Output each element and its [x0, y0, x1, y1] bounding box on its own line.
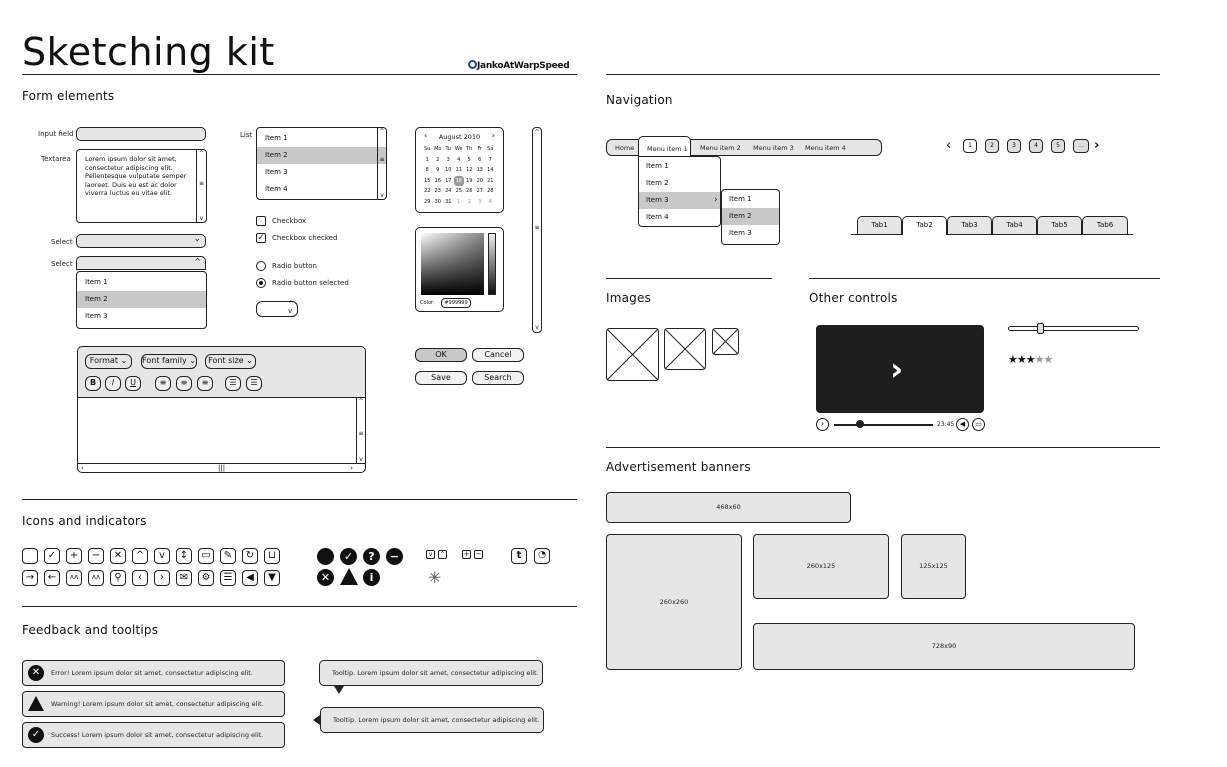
divider	[606, 278, 772, 279]
pagination-prev-icon[interactable]: ‹	[946, 138, 952, 153]
submenu-option[interactable]: Item 3	[729, 229, 752, 237]
video-player[interactable]	[816, 325, 984, 413]
calendar	[415, 127, 504, 213]
align-left-icon[interactable]: ≡	[155, 376, 171, 391]
color-hue-slider[interactable]	[488, 233, 496, 295]
menu-home[interactable]: Home	[615, 144, 635, 152]
star-filled-icon[interactable]: ★	[1016, 353, 1026, 366]
plus-small-icon: +	[463, 550, 470, 558]
expand-small-icon: ^	[439, 551, 446, 558]
tab-2[interactable]: Tab2	[902, 216, 947, 235]
menu-item-4[interactable]: Menu item 4	[805, 144, 846, 152]
menu-item-3[interactable]: Menu item 3	[753, 144, 794, 152]
ok-button[interactable]: OK	[415, 348, 467, 362]
section-heading-other-controls: Other controls	[809, 291, 898, 305]
section-heading-form: Form elements	[22, 89, 115, 103]
select-open[interactable]	[76, 256, 206, 270]
image-placeholder-small	[712, 328, 739, 355]
select-label: Select	[51, 238, 73, 246]
checkbox-checked[interactable]: ✓	[257, 233, 265, 243]
star-filled-icon[interactable]: ★	[1025, 353, 1035, 366]
rss-icon: ◔	[534, 548, 550, 564]
tab-6[interactable]: Tab6	[1082, 216, 1128, 234]
ad-banner-125x125: 125x125	[901, 534, 966, 599]
font-size-select[interactable]: Font size ⌄	[205, 354, 256, 369]
list-icon: ☰	[220, 570, 236, 586]
close-icon: ✕	[110, 548, 126, 564]
calendar-month: August 2010	[438, 133, 481, 141]
checkbox-label: Checkbox	[272, 217, 307, 225]
spinner-icon: ✳	[428, 568, 442, 587]
chevron-up-icon: ^	[194, 257, 201, 266]
signature-icon: ʌʌ	[66, 570, 82, 586]
folder-icon: ▭	[198, 548, 214, 564]
menu-item-2[interactable]: Menu item 2	[700, 144, 741, 152]
radio-selected-label: Radio button selected	[272, 279, 349, 287]
page-more[interactable]: ...	[1073, 139, 1089, 153]
ad-banner-468x60: 468x60	[606, 492, 851, 523]
select-dropdown	[76, 271, 207, 329]
list-label: List	[240, 131, 253, 139]
close-circle-icon: ✕	[28, 665, 44, 681]
italic-icon[interactable]: I	[105, 376, 121, 391]
minus-circle-icon: −	[386, 548, 403, 565]
page-1[interactable]: 1	[963, 139, 977, 153]
warning-icon	[28, 696, 44, 711]
color-label: Color:	[420, 300, 435, 306]
star-empty-icon[interactable]: ★	[1034, 353, 1044, 366]
minus-small-icon: −	[475, 550, 482, 558]
divider	[22, 606, 577, 607]
video-progress-track[interactable]	[834, 424, 933, 426]
select-option[interactable]: Item 2	[77, 291, 206, 308]
image-placeholder-medium	[664, 328, 706, 370]
warning-icon	[340, 568, 358, 585]
refresh-icon: ↻	[242, 548, 258, 564]
bullet-list-icon[interactable]: ☰	[225, 376, 241, 391]
search-button[interactable]: Search	[472, 371, 524, 385]
empty-box-icon	[22, 548, 38, 564]
ad-banner-728x90: 728x90	[753, 623, 1135, 670]
color-picker	[415, 227, 504, 312]
menu-option[interactable]: Item 4	[646, 213, 669, 221]
color-value-input[interactable]: #999999	[441, 298, 471, 308]
submenu	[721, 189, 780, 245]
submenu-option[interactable]: Item 2	[722, 208, 779, 225]
divider	[22, 74, 577, 75]
section-heading-images: Images	[606, 291, 652, 305]
collapse-small-icon: v	[426, 550, 435, 559]
star-filled-icon[interactable]: ★	[1008, 353, 1017, 366]
save-button[interactable]: Save	[415, 371, 467, 385]
tab-baseline	[947, 234, 1133, 235]
arrow-right-icon: →	[22, 570, 38, 586]
tab-5[interactable]: Tab5	[1037, 216, 1082, 234]
info-icon: i	[363, 569, 380, 586]
dropdown-icon: ▼	[264, 570, 280, 586]
text-input[interactable]	[76, 127, 206, 141]
bold-icon[interactable]: B	[85, 376, 101, 391]
page-2[interactable]: 2	[985, 139, 999, 153]
chevron-down-icon: v	[154, 548, 170, 564]
check-circle-icon: ✓	[28, 727, 44, 743]
align-right-icon[interactable]: ≡	[197, 376, 213, 391]
divider	[606, 447, 1160, 448]
warning-message: Warning! Lorem ipsum dolor sit amet, consectetur adipiscing elit.	[22, 691, 285, 717]
tooltip-bottom: Tooltip. Lorem ipsum dolor sit amet, consectetur adipiscing elit.	[319, 660, 543, 686]
cart-icon: ⊔	[264, 548, 280, 564]
section-heading-ads: Advertisement banners	[606, 460, 751, 474]
underline-icon[interactable]: U	[125, 376, 141, 391]
arrow-left-icon: ←	[44, 570, 60, 586]
dropdown-menu	[638, 156, 721, 227]
select-option[interactable]: Item 3	[85, 312, 108, 320]
section-heading-navigation: Navigation	[606, 93, 673, 107]
calendar-grid: Su Mo Tu We Th Fr Sa 1 2 3 4 5 6 7 8 9 10 11 12 13 14 15 16 17 18 19 20 21 22 23 24 25 26 27 28 29 30 31 1 2 3 4	[424, 146, 494, 205]
rich-text-editor	[77, 346, 366, 473]
menu-option[interactable]: Item 3	[639, 192, 720, 209]
color-gradient[interactable]	[421, 233, 484, 295]
question-icon: ?	[363, 548, 380, 565]
check-circle-icon: ✓	[340, 548, 357, 565]
pencil-icon: ✎	[220, 548, 236, 564]
radio-button[interactable]	[256, 261, 266, 271]
check-icon: ✓	[44, 548, 60, 564]
play-icon[interactable]: ›	[890, 350, 904, 388]
signature-small-icon: ʌʌ	[88, 570, 104, 586]
chevron-left-icon: ‹	[132, 570, 148, 586]
menu-option[interactable]: Item 2	[646, 179, 669, 187]
font-family-select[interactable]: Font family ⌄	[141, 354, 197, 369]
list-item[interactable]: Item 1	[265, 134, 288, 142]
vertical-scrollbar[interactable]: ^ ≡ v	[532, 127, 542, 333]
tab-3[interactable]: Tab3	[947, 216, 992, 234]
calendar-selected-day: 18	[454, 176, 465, 187]
radio-button-selected[interactable]	[256, 278, 266, 288]
slider-handle[interactable]	[1037, 323, 1044, 334]
fullscreen-icon[interactable]: ▭	[972, 418, 985, 431]
section-heading-feedback: Feedback and tooltips	[22, 623, 159, 637]
play-button-icon[interactable]: ›	[816, 418, 829, 431]
image-placeholder-large	[606, 328, 659, 381]
cancel-button[interactable]: Cancel	[472, 348, 524, 362]
speaker-icon: ◀	[242, 570, 258, 586]
slider-track[interactable]	[1008, 326, 1139, 331]
resize-vertical-icon: ↕	[176, 548, 192, 564]
spinner-input[interactable]	[256, 301, 298, 317]
scrollbar[interactable]: ^ ≡ v	[196, 150, 206, 222]
tooltip-pointer	[334, 686, 344, 694]
list-item[interactable]: Item 2	[257, 147, 386, 164]
textarea-text: Lorem ipsum dolor sit amet, consectetur adipiscing elit. Pellentesque vulputate semper laoreet. Duis eu est ac dolor viverra luctus eu vitae elit.	[85, 155, 187, 197]
plus-icon: +	[66, 548, 82, 564]
chevron-down-icon: ⌄	[193, 234, 201, 244]
tooltip-pointer	[313, 715, 320, 725]
menu-option[interactable]: Item 1	[646, 162, 669, 170]
ad-banner-260x260: 260x260	[606, 534, 742, 670]
tooltip-left: Tooltip. Lorem ipsum dolor sit amet, consectetur adipiscing elit.	[320, 707, 544, 733]
dot-icon	[317, 548, 334, 565]
divider	[606, 74, 1160, 75]
checkbox[interactable]	[256, 216, 266, 226]
volume-icon[interactable]: ◀	[956, 418, 969, 431]
twitter-icon: t	[511, 548, 527, 564]
list-item[interactable]: Item 4	[265, 185, 288, 193]
error-message: ✕ Error! Lorem ipsum dolor sit amet, consectetur adipiscing elit.	[22, 660, 285, 686]
format-select[interactable]: Format ⌄	[85, 354, 132, 369]
chevron-right-icon: ›	[714, 195, 718, 205]
submenu-option[interactable]: Item 1	[729, 195, 752, 203]
ad-banner-260x125: 260x125	[753, 534, 889, 599]
tab-baseline	[851, 234, 902, 235]
horizontal-scrollbar[interactable]: ‹ ||| ›	[78, 463, 365, 472]
menu-item-1-open[interactable]: Menu item 1	[638, 136, 691, 158]
page-4[interactable]: 4	[1029, 139, 1043, 153]
success-message: ✓ Success! Lorem ipsum dolor sit amet, consectetur adipiscing elit.	[22, 722, 285, 748]
textarea[interactable]	[76, 149, 207, 223]
page-title: Sketching kit	[22, 30, 275, 74]
page-5[interactable]: 5	[1051, 139, 1065, 153]
section-heading-icons: Icons and indicators	[22, 514, 147, 528]
pagination-next-icon[interactable]: ›	[1094, 138, 1100, 153]
brand-logo: JankoAtWarpSpeed	[468, 60, 569, 71]
gear-icon: ⚙	[198, 570, 214, 586]
chevron-left-icon[interactable]: ‹	[424, 131, 428, 140]
tab-1[interactable]: Tab1	[857, 216, 902, 234]
list-item[interactable]: Item 3	[265, 168, 288, 176]
spinner-arrows-icon: ^ v	[288, 300, 294, 315]
page-3[interactable]: 3	[1007, 139, 1021, 153]
close-circle-icon: ✕	[317, 569, 334, 586]
textarea-label: Textarea	[41, 155, 71, 163]
align-center-icon[interactable]: ≡	[176, 376, 192, 391]
input-label: Input field	[38, 130, 74, 138]
mail-icon: ✉	[176, 570, 192, 586]
scrollbar[interactable]: ^ ≡ v	[377, 128, 386, 199]
scrollbar[interactable]: ^ ≡ v	[356, 398, 365, 463]
divider	[22, 499, 577, 500]
editor-content[interactable]	[78, 397, 365, 472]
checkbox-checked-label: Checkbox checked	[272, 234, 338, 242]
chevron-right-icon: ›	[154, 570, 170, 586]
video-progress-handle[interactable]	[856, 420, 864, 428]
tab-4[interactable]: Tab4	[992, 216, 1037, 234]
logo-icon	[468, 60, 477, 69]
search-icon: ⚲	[110, 570, 126, 586]
divider	[809, 278, 1160, 279]
star-rating[interactable]	[1008, 353, 1052, 366]
select[interactable]	[76, 234, 206, 248]
list-box[interactable]	[256, 127, 387, 200]
video-time: 23:45	[937, 421, 955, 428]
minus-icon: −	[88, 548, 104, 564]
select-option[interactable]: Item 1	[85, 278, 108, 286]
radio-label: Radio button	[272, 262, 317, 270]
chevron-up-icon: ^	[132, 548, 148, 564]
numbered-list-icon[interactable]: ☰	[246, 376, 262, 391]
star-empty-icon[interactable]: ★	[1043, 353, 1053, 366]
chevron-right-icon[interactable]: ›	[491, 131, 495, 140]
select-open-label: Select	[51, 260, 73, 268]
